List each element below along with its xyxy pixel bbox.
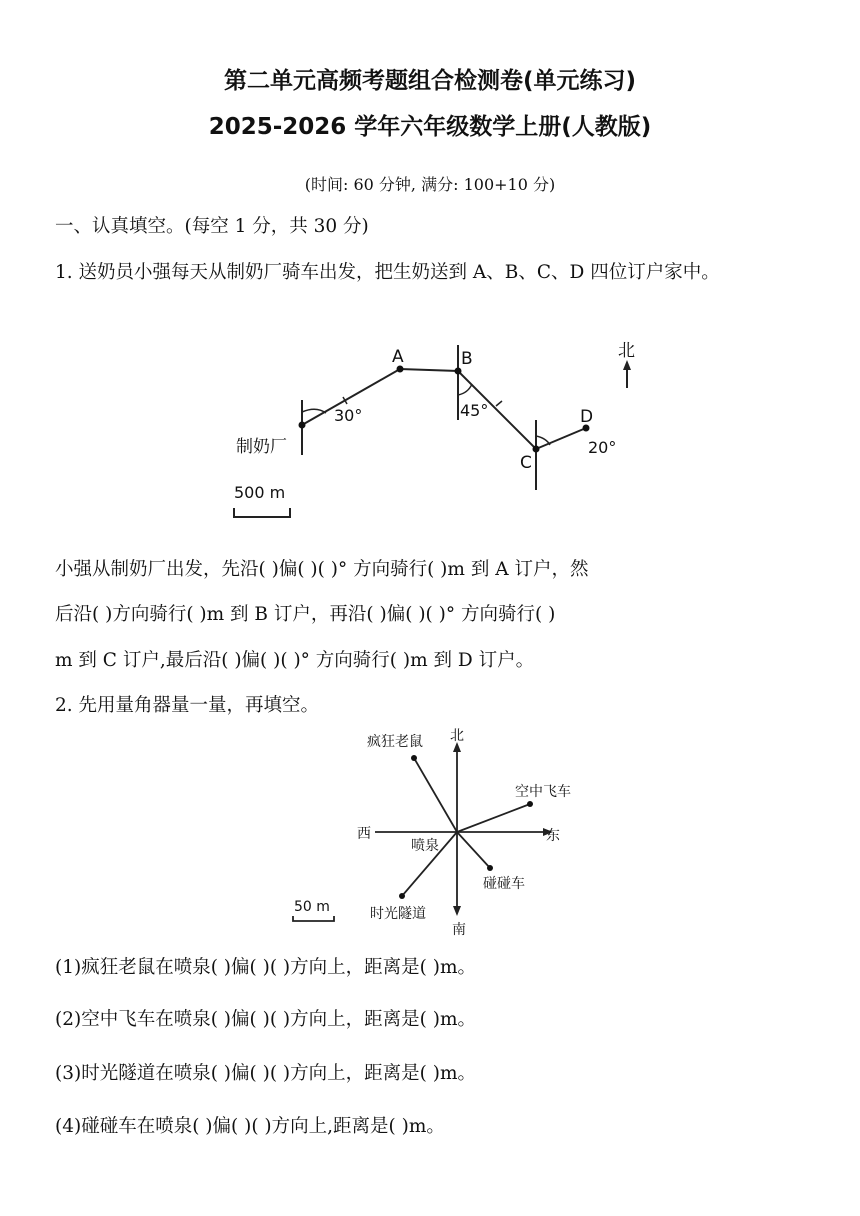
- label-angle-30: 30°: [334, 406, 363, 425]
- compass-diagram: [0, 720, 860, 940]
- ray-mouse: [414, 758, 457, 832]
- point-coaster: [527, 801, 533, 807]
- label-angle-20: 20°: [588, 438, 617, 457]
- label-b: B: [461, 349, 473, 369]
- ray-coaster: [457, 804, 530, 832]
- label-scale: 500 m: [234, 483, 286, 502]
- label-a: A: [392, 347, 404, 367]
- q2-item-1: (1)疯狂老鼠在喷泉( )偏( )( )方向上，距离是( )m。: [55, 957, 477, 978]
- label-d: D: [580, 407, 594, 427]
- point-bumper: [487, 865, 493, 871]
- label-start: 制奶厂: [236, 437, 287, 457]
- label-west: 西: [357, 826, 371, 842]
- south-arrowhead: [453, 906, 461, 916]
- exam-subtitle: 2025-2026 学年六年级数学上册(人教版): [208, 114, 652, 140]
- label-fountain: 喷泉: [411, 838, 439, 854]
- q2-item-3: (3)时光隧道在喷泉( )偏( )( )方向上，距离是( )m。: [55, 1063, 477, 1084]
- point-start: [299, 422, 306, 429]
- label-scale-2: 50 m: [294, 899, 330, 915]
- q2-item-4: (4)碰碰车在喷泉( )偏( )( )方向上,距离是( )m。: [55, 1116, 445, 1137]
- point-mouse: [411, 755, 417, 761]
- ray-bumper: [457, 832, 490, 868]
- scale-bar: [234, 508, 290, 517]
- label-mouse: 疯狂老鼠: [367, 734, 423, 750]
- label-south: 南: [452, 922, 466, 938]
- north-arrow-head: [623, 360, 631, 370]
- q1-fill-line-2: 后沿( )方向骑行( )m 到 B 订户，再沿( )偏( )( )° 方向骑行( ): [55, 604, 556, 625]
- question-2-stem: 2. 先用量角器量一量，再填空。: [55, 695, 320, 716]
- label-bumper: 碰碰车: [483, 876, 525, 892]
- label-coaster: 空中飞车: [515, 784, 571, 800]
- scale-bar-2: [293, 916, 334, 921]
- route-diagram: [0, 0, 860, 560]
- q1-fill-line-1: 小强从制奶厂出发，先沿( )偏( )( )° 方向骑行( )m 到 A 订户，然: [55, 559, 589, 580]
- label-north: 北: [618, 341, 635, 361]
- q2-item-2: (2)空中飞车在喷泉( )偏( )( )方向上，距离是( )m。: [55, 1009, 477, 1030]
- label-angle-45: 45°: [460, 401, 489, 420]
- label-east: 东: [546, 828, 560, 844]
- angle-arc-b: [458, 384, 472, 395]
- exam-title: 第二单元高频考题组合检测卷(单元练习): [223, 68, 637, 94]
- q1-fill-line-3: m 到 C 订户,最后沿( )偏( )( )° 方向骑行( )m 到 D 订户。: [55, 650, 535, 671]
- point-c: [533, 446, 540, 453]
- exam-info: (时间: 60 分钟, 满分: 100+10 分): [304, 175, 556, 194]
- point-tunnel: [399, 893, 405, 899]
- question-1-stem: 1. 送奶员小强每天从制奶厂骑车出发，把生奶送到 A、B、C、D 四位订户家中。: [55, 262, 720, 283]
- label-c: C: [520, 453, 532, 473]
- label-north-2: 北: [450, 728, 464, 744]
- section-heading: 一、认真填空。(每空 1 分，共 30 分): [55, 216, 369, 237]
- label-tunnel: 时光隧道: [370, 906, 426, 922]
